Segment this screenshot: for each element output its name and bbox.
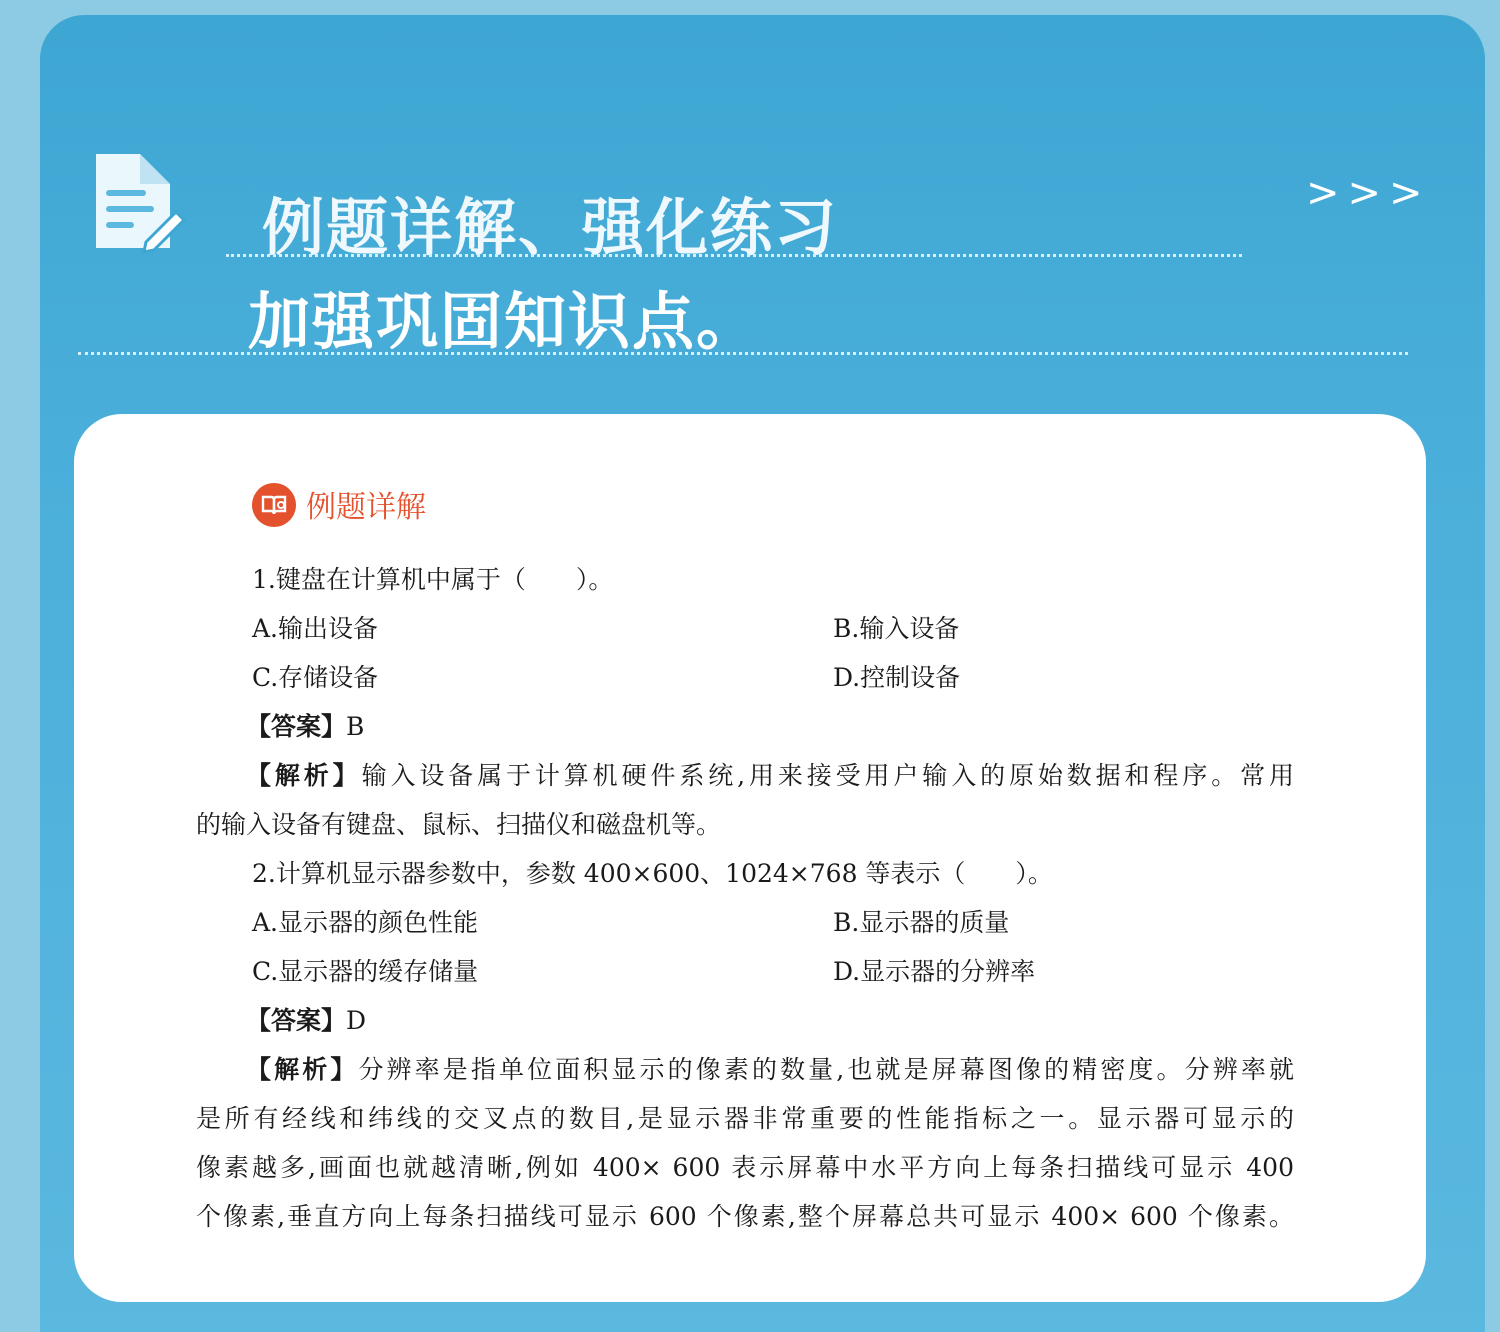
answer-label: 【答案】	[246, 712, 347, 741]
q1-option-a: A.输出设备	[252, 614, 379, 643]
document-pen-icon	[92, 150, 188, 258]
dotted-divider	[226, 254, 1242, 257]
analysis-label: 【解析】	[246, 761, 362, 790]
q2-analysis-line-1	[246, 1050, 1294, 1086]
analysis-text: 分辨率是指单位面积显示的像素的数量,也就是屏幕图像的精密度。分辨率就	[358, 1055, 1294, 1084]
q2-answer	[246, 1001, 366, 1037]
analysis-label: 【解析】	[246, 1055, 359, 1084]
q1-option-c: C.存储设备	[252, 663, 379, 692]
question-2-stem: 2.计算机显示器参数中，参数 400×600、1024×768 等表示（ ）。	[252, 859, 1053, 888]
answer-label: 【答案】	[246, 1006, 347, 1035]
dotted-divider	[78, 352, 1408, 355]
question-1-stem: 1.键盘在计算机中属于（ ）。	[252, 565, 614, 594]
q2-analysis-line-2: 是所有经线和纬线的交叉点的数目,是显示器非常重要的性能指标之一。显示器可显示的	[196, 1104, 1294, 1133]
q2-option-b: B.显示器的质量	[833, 908, 1010, 937]
analysis-text: 输入设备属于计算机硬件系统,用来接受用户输入的原始数据和程序。常用	[361, 761, 1294, 790]
q1-analysis-line-2: 的输入设备有键盘、鼠标、扫描仪和磁盘机等。	[196, 810, 722, 839]
header-title-line2: 加强巩固知识点。	[248, 285, 761, 358]
q1-analysis-line-1	[246, 756, 1294, 792]
header-title-line1: 例题详解、强化练习	[262, 191, 839, 264]
q1-answer	[246, 707, 364, 743]
answer-value: B	[346, 712, 365, 741]
q2-analysis-line-3: 像素越多,画面也就越清晰,例如 400× 600 表示屏幕中水平方向上每条扫描线可显示 400	[196, 1153, 1294, 1182]
q2-option-a: A.显示器的颜色性能	[252, 908, 479, 937]
arrows-icon: >>>	[1306, 170, 1431, 216]
q1-option-d: D.控制设备	[833, 663, 961, 692]
q1-option-b: B.输入设备	[833, 614, 960, 643]
q2-option-d: D.显示器的分辨率	[833, 957, 1036, 986]
q2-option-c: C.显示器的缓存储量	[252, 957, 479, 986]
q2-analysis-line-4: 个像素,垂直方向上每条扫描线可显示 600 个像素,整个屏幕总共可显示 400× 600 个像素。	[196, 1202, 1294, 1231]
section-title: 例题详解	[306, 490, 426, 525]
answer-value: D	[346, 1006, 367, 1035]
book-icon	[252, 483, 296, 527]
